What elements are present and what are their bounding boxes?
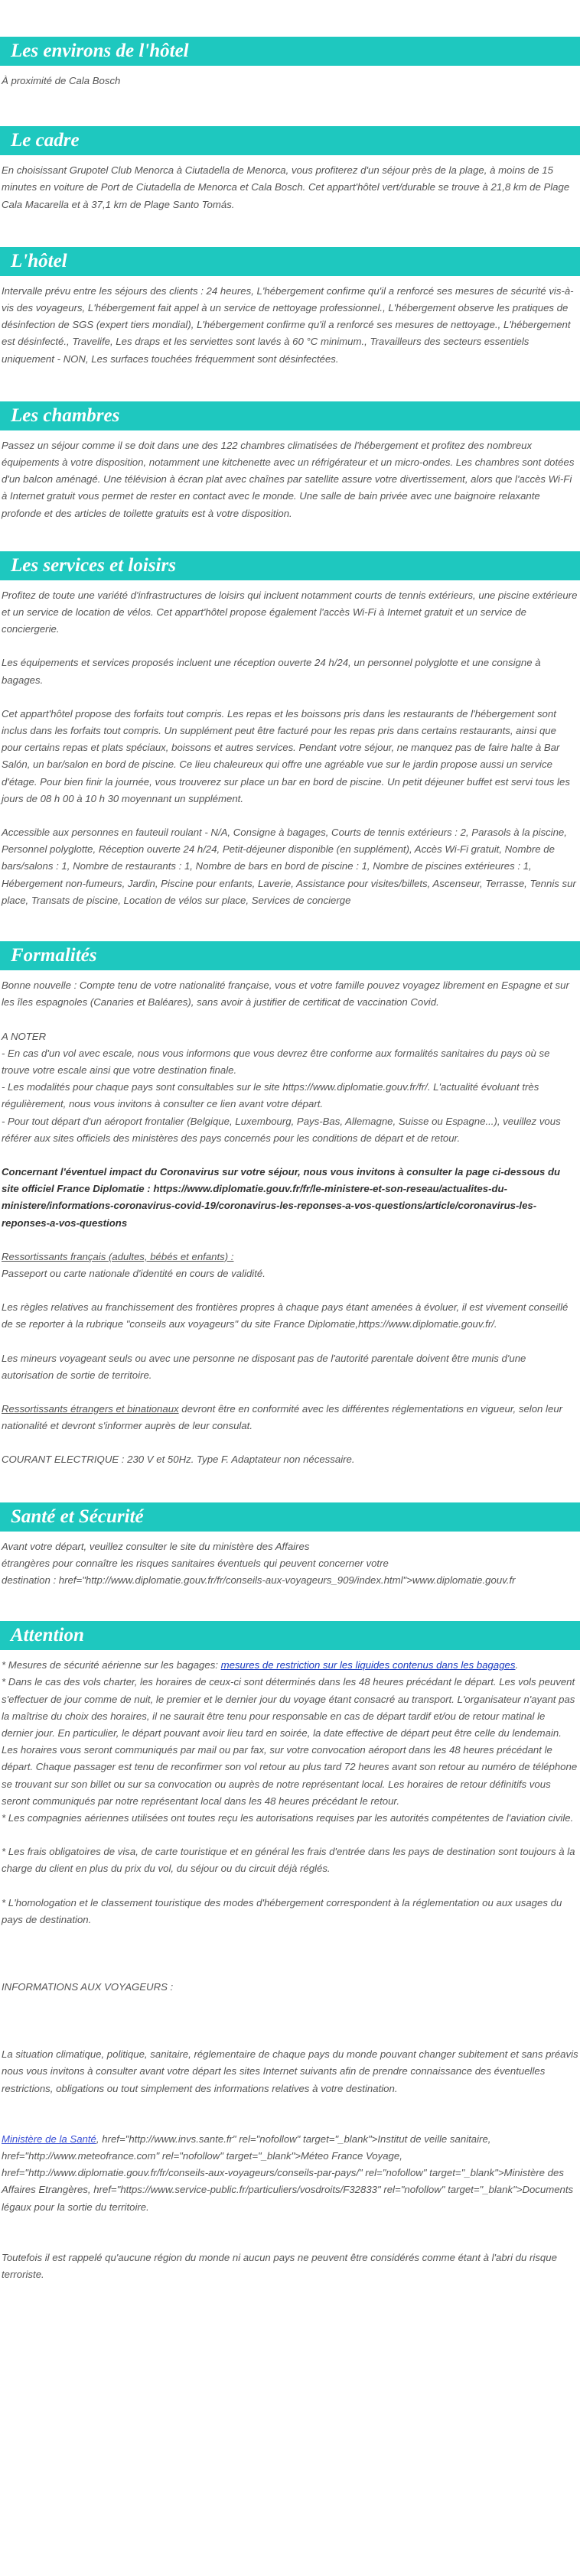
attention-charter: * Dans le cas des vols charter, les horaires de ceux-ci sont déterminés dans les 48 heures précédant le départ. Les vols peuvent s'effectuer de jour comme de nuit, le premier et le dernier jour du voyage étant consacré au transport. L'organisateur n'ayant pas la maîtrise du choix des horaires, il ne saurait être tenu pour responsable en cas de départ tardif et/ou de retour matinal le dernier jour. En particulier, le départ pouvant avoir lieu tard en soirée, la date effective de départ peut être celle du lendemain. Les horaires vous seront communiqués par mail ou par fax, sur votre convocation aéroport dans les 48 heures précédant le départ. Chaque passager est tenu de reconfirmer son vol retour au plus tard 72 heures avant son retour au numéro de téléphone se trouvant sur son billet ou sur sa convocation ou auprès de notre représentant local. Les horaires de retour définitifs vous seront communiqués par notre représentant local dans les 48 heures précédant le retour. — [2, 1676, 578, 1807]
hotel-text: Intervalle prévu entre les séjours des clients : 24 heures, L'hébergement confirme qu'il a renforcé ses mesures de sécurité vis-à-vis des voyageurs, L'hébergement fait appel à un service de nettoyage professionnel., L'hébergement observe les pratiques de désinfection de SGS (expert tiers mondial), L'hébergement confirme qu'il a renforcé ses mesures de nettoyage., L'hébergement est désinfecté., Travelife, Les draps et les serviettes sont lavés à 60 °C minimum., Travailleurs des secteurs essentiels uniquement - NON, Les surfaces touchées fréquemment sont désinfectées. — [2, 284, 574, 365]
formalites-mineurs: Les mineurs voyageant seuls ou avec une personne ne disposant pas de l'autorité parentale doivent être munis d'une autorisation de sortie de territoire. — [2, 1352, 526, 1381]
cadre-text: En choisissant Grupotel Club Menorca à Ciutadella de Menorca, vous profiterez d'un séjour près de la plage, à moins de 15 minutes en voiture de Port de Ciutadella de Menorca et Cala Bosch. Cet appart'hôtel vert/durable se trouve à 21,8 km de Plage Cala Macarella et à 37,1 km de Plage Santo Tomás. — [2, 164, 570, 210]
attention-bagages-suffix: . — [515, 1659, 519, 1671]
services-paragraph-2: Les équipements et services proposés incluent une réception ouverte 24 h/24, un personnel polyglotte et une consigne à bagages. — [2, 657, 541, 686]
section-cadre — [0, 126, 580, 213]
section-sante — [0, 1502, 580, 1590]
section-attention — [0, 1621, 580, 2283]
section-title-services: Les services et loisirs — [0, 551, 580, 580]
section-content-chambres — [0, 430, 580, 522]
attention-info-title: INFORMATIONS AUX VOYAGEURS : — [2, 1981, 174, 1993]
formalites-ressortissants-fr — [2, 1249, 578, 1265]
attention-homologation: * L'homologation et le classement touristique des modes d'hébergement correspondent à la réglementation ou aux usages du pays de destination. — [2, 1896, 562, 1925]
section-title-hotel: L'hôtel — [0, 247, 580, 276]
ministere-rest: , href="http://www.invs.sante.fr" rel="nofollow" target="_blank">Institut de veille sanitaire, href="http://www.meteofrance.com" rel="nofollow" target="_blank">Méteo France Voyage, href="http://www.diplomatie.gouv.fr/fr/conseils-aux-voyageurs/conseils-par-pays/" rel="nofollow" target="_blank">Ministère des Affaires Etrangères, href="https://www.service-public.fr/particuliers/vosdroits/F32833" rel="nofollow" target="_blank">Documents légaux pour la sortie du territoire. — [2, 2133, 574, 2213]
services-paragraph-3: Cet appart'hôtel propose des forfaits tout compris. Les repas et les boissons pris dans les restaurants de l'hébergement sont inclus dans les forfaits tout compris. Un supplément peut être facturé pour les repas pris dans certains restaurants, ainsi que pour certains repas et plats spéciaux, boissons et autres services. Pendant votre séjour, ne manquez pas de faire halte à Bar Salón, un bar/salon en bord de piscine. Ce lieu chaleureux qui offre une agréable vue sur le jardin propose aussi un service d'étage. Pour bien finir la journée, vous trouverez sur place un bar en bord de piscine. Un petit déjeuner buffet est servi tous les jours de 08 h 00 à 10 h 30 moyennant un supplément. — [2, 707, 570, 804]
attention-bagages-prefix: * Mesures de sécurité aérienne sur les bagages: — [2, 1659, 221, 1671]
attention-compagnies: * Les compagnies aériennes utilisées ont toutes reçu les autorisations requises par les autorités compétentes de l'aviation civile. — [2, 1812, 574, 1824]
services-paragraph-1: Profitez de toute une variété d'infrastructures de loisirs qui incluent notamment courts de tennis extérieurs, une piscine extérieure et un service de location de vélos. Cet appart'hôtel propose également l'accès Wi-Fi à Internet gratuit et un service de conciergerie. — [2, 589, 578, 635]
formalites-etrangers — [2, 1401, 578, 1434]
section-content-services — [0, 580, 580, 909]
section-formalites — [0, 941, 580, 1468]
attention-bagages — [2, 1657, 578, 1674]
section-environs — [0, 37, 580, 89]
attention-terrorisme: Toutefois il est rappelé qu'aucune région du monde ni aucun pays ne peuvent être considérés comme étant à l'abri du risque terroriste. — [2, 2251, 557, 2281]
section-content-sante — [0, 1532, 580, 1590]
formalites-courant: COURANT ELECTRIQUE : 230 V et 50Hz. Type F. Adaptateur non nécessaire. — [2, 1454, 355, 1466]
formalites-note-title: A NOTER — [2, 1030, 47, 1042]
etrangers-text: devront être en conformité avec les différentes réglementations en vigueur, selon leur nationalité et devront s'informer auprès de leur consulat. — [2, 1402, 563, 1432]
attention-situation: La situation climatique, politique, sanitaire, réglementaire de chaque pays du monde pouvant changer subitement et sans préavis nous vous invitons à consulter avant votre départ les sites Internet suivants afin de prendre connaissance des éventuelles restrictions, obligations ou tout simplement des informations relatives à votre destination. — [2, 2048, 578, 2094]
environs-text: À proximité de Cala Bosch — [2, 75, 121, 86]
formalites-regles: Les règles relatives au franchissement des frontières propres à chaque pays étant amenées à évoluer, il est vivement conseillé de se reporter à la rubrique "conseils aux voyageurs" du site France Diplomatie,https://www.diplomatie.gouv.fr/. — [2, 1301, 569, 1330]
chambres-text: Passez un séjour comme il se doit dans une des 122 chambres climatisées de l'hébergement et profitez des nombreux équipements à votre disposition, notamment une kitchenette avec un réfrigérateur et un micro-ondes. Les chambres sont dotées d'un balcon aménagé. Une télévision à écran plat avec chaînes par satellite assure votre divertissement, alors que l'accès Wi-Fi à Internet gratuit vous permet de rester en contact avec le monde. Une salle de bain privée avec une baignoire relaxante profonde et des articles de toilette gratuits est à votre disposition. — [2, 439, 575, 519]
ressortissants-fr-label: Ressortissants français (adultes, bébés et enfants) : — [2, 1250, 234, 1262]
formalites-intro: Bonne nouvelle : Compte tenu de votre nationalité française, vous et votre famille pouvez voyagez librement en Espagne et sur les îles espagnoles (Canaries et Baléares), sans avoir à justifier de certificat de vaccination Covid. — [2, 979, 569, 1009]
section-title-formalites: Formalités — [0, 941, 580, 970]
section-title-cadre: Le cadre — [0, 126, 580, 155]
section-content-formalites — [0, 970, 580, 1468]
section-content-hotel — [0, 276, 580, 368]
liquides-restriction-link[interactable]: mesures de restriction sur les liquides contenus dans les bagages — [220, 1659, 516, 1671]
section-content-cadre — [0, 155, 580, 213]
section-chambres — [0, 401, 580, 522]
section-title-attention: Attention — [0, 1621, 580, 1650]
section-services — [0, 551, 580, 909]
sante-text: Avant votre départ, veuillez consulter le site du ministère des Affaires étrangères pour connaître les risques sanitaires éventuels qui peuvent concerner votre destination : href="http://www.diplomatie.gouv.fr/fr/conseils-aux-voyageurs_909/index.html">www.diplomatie.gouv.fr — [2, 1540, 516, 1586]
attention-ministere — [2, 2131, 578, 2216]
formalites-note-lines: - En cas d'un vol avec escale, nous vous informons que vous devrez être conforme aux formalités sanitaires du pays où se trouve votre escale ainsi que votre destination finale. - Les modalités pour chaque pays sont consultables sur le site https://www.diplomatie.gouv.fr/fr/. L'actualité évoluant très régulièrement, nous vous invitons à consulter ce lien avant votre départ. - Pour tout départ d'un aéroport frontalier (Belgique, Luxembourg, Pays-Bas, Allemagne, Suisse ou Espagne...), veuillez vous référer aux sites officiels des ministères des pays concernés pour les conditions de départ et de retour. — [2, 1047, 561, 1144]
section-content-attention — [0, 1650, 580, 2283]
ressortissants-fr-text: Passeport ou carte nationale d'identité en cours de validité. — [2, 1267, 266, 1279]
services-paragraph-4: Accessible aux personnes en fauteuil roulant - N/A, Consigne à bagages, Courts de tennis extérieurs : 2, Parasols à la piscine, Personnel polyglotte, Réception ouverte 24 h/24, Petit-déjeuner disponible (en supplément), Accès Wi-Fi gratuit, Nombre de bars/salons : 1, Nombre de restaurants : 1, Nombre de bars en bord de piscine : 1, Nombre de piscines extérieures : 1, Hébergement non-fumeurs, Jardin, Piscine pour enfants, Laverie, Assistance pour visites/billets, Ascenseur, Terrasse, Tennis sur place, Transats de piscine, Location de vélos sur place, Services de concierge — [2, 827, 576, 906]
formalites-covid-notice: Concernant l'éventuel impact du Coronavirus sur votre séjour, nous vous invitons à consulter la page ci-dessous du site officiel France Diplomatie : https://www.diplomatie.gouv.fr/fr/le-ministere-et-son-reseau/actualites-du-ministere/informations-coronavirus-covid-19/coronavirus-les-reponses-a-vos-questions/article/coronavirus-les-reponses-a-vos-questions — [2, 1165, 561, 1229]
section-title-sante: Santé et Sécurité — [0, 1502, 580, 1532]
section-content-environs — [0, 66, 580, 89]
section-title-environs: Les environs de l'hôtel — [0, 37, 580, 66]
attention-frais: * Les frais obligatoires de visa, de carte touristique et en général les frais d'entrée dans les pays de destination sont toujours à la charge du client en plus du prix du vol, du séjour ou du circuit déjà réglés. — [2, 1846, 575, 1875]
section-title-chambres: Les chambres — [0, 401, 580, 430]
etrangers-label: Ressortissants étrangers et binationaux — [2, 1402, 179, 1415]
section-hotel — [0, 247, 580, 368]
ministere-sante-link[interactable]: Ministère de la Santé — [2, 2133, 96, 2145]
